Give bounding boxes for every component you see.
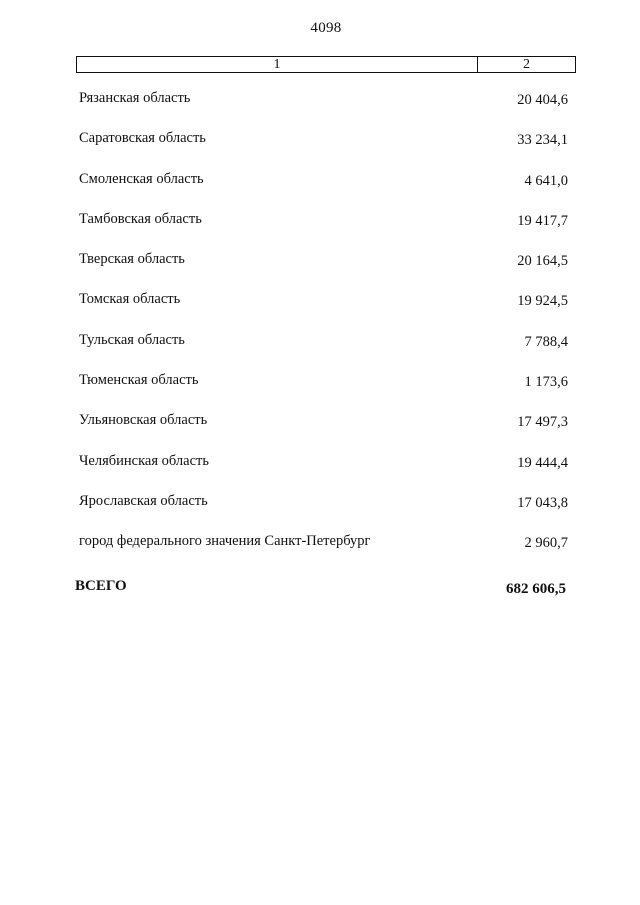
table-body bbox=[0, 90, 640, 574]
table-row bbox=[0, 211, 640, 251]
region-value: 7 788,4 bbox=[524, 333, 568, 350]
region-name: Тверская область bbox=[79, 251, 185, 268]
region-name: Смоленская область bbox=[79, 170, 204, 187]
table-header bbox=[76, 56, 576, 73]
region-value: 2 960,7 bbox=[524, 535, 568, 552]
region-value: 19 417,7 bbox=[517, 212, 568, 229]
region-value: 1 173,6 bbox=[524, 374, 568, 391]
region-name: Тюменская область bbox=[79, 372, 199, 389]
region-name: Тамбовская область bbox=[79, 210, 202, 227]
region-name: Тульская область bbox=[79, 331, 185, 348]
region-name: Челябинская область bbox=[79, 452, 209, 469]
region-value: 17 497,3 bbox=[517, 414, 568, 431]
table-row bbox=[0, 533, 640, 573]
page-number: 4098 bbox=[310, 20, 342, 36]
region-value: 19 924,5 bbox=[517, 293, 568, 310]
region-name: Саратовская область bbox=[79, 130, 206, 147]
header-column-1: 1 bbox=[77, 57, 478, 72]
header-column-2: 2 bbox=[523, 57, 530, 72]
region-value: 4 641,0 bbox=[524, 172, 568, 189]
total-row bbox=[0, 578, 640, 600]
table-row bbox=[0, 251, 640, 291]
table-row bbox=[0, 291, 640, 331]
region-name: Ульяновская область bbox=[79, 412, 208, 429]
region-value: 17 043,8 bbox=[517, 494, 568, 511]
table-row bbox=[0, 332, 640, 372]
region-value: 20 404,6 bbox=[517, 92, 568, 108]
region-value: 20 164,5 bbox=[517, 253, 568, 270]
table-row bbox=[0, 372, 640, 412]
table-row bbox=[0, 412, 640, 452]
total-label: ВСЕГО bbox=[75, 578, 127, 594]
region-value: 33 234,1 bbox=[517, 132, 568, 149]
table-row bbox=[0, 90, 640, 130]
table-row bbox=[0, 130, 640, 170]
table-row bbox=[0, 171, 640, 211]
region-value: 19 444,4 bbox=[517, 454, 568, 471]
table-row bbox=[0, 493, 640, 533]
table-row bbox=[0, 453, 640, 493]
region-name: город федерального значения Санкт-Петербург bbox=[79, 533, 371, 550]
region-name: Ярославская область bbox=[79, 492, 208, 509]
region-name: Рязанская область bbox=[79, 90, 191, 106]
total-value: 682 606,5 bbox=[506, 581, 566, 597]
region-name: Томская область bbox=[79, 291, 181, 308]
